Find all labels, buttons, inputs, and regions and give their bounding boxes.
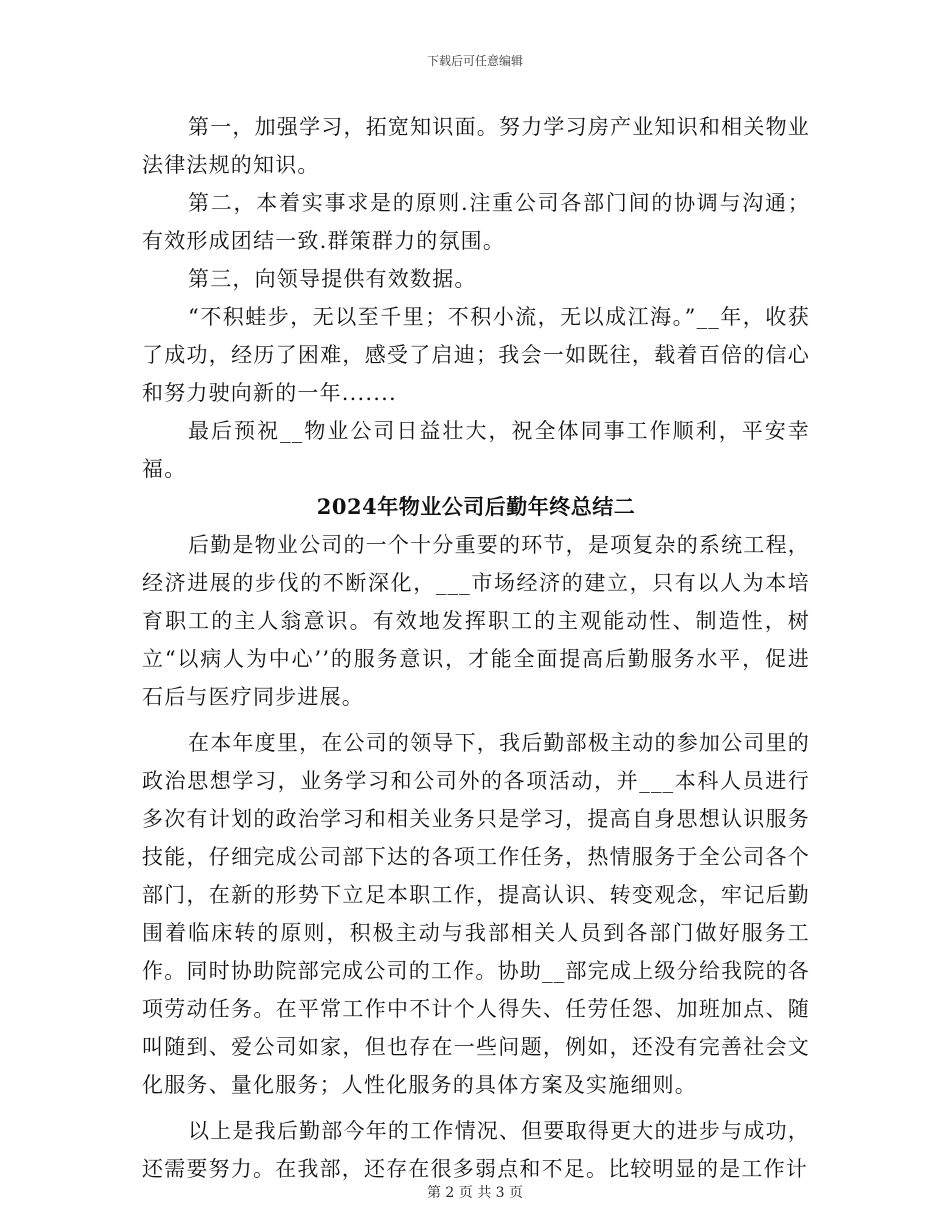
paragraph: 第二，本着实事求是的原则.注重公司各部门间的协调与沟通；有效形成团结一致.群策群力的氛围。 (142, 191, 810, 253)
paragraph: 最后预祝__物业公司日益壮大，祝全体同事工作顺利，平安幸福。 (142, 419, 810, 481)
section-title: 2024年物业公司后勤年终总结二 (316, 494, 636, 519)
paragraph: 以上是我后勤部今年的工作情况、但要取得更大的进步与成功，还需要努力。在我部，还存在很多弱点和不足。比较明显的是工作计 (142, 1119, 810, 1181)
paragraph: 第一，加强学习，拓宽知识面。努力学习房产业知识和相关物业法律法规的知识。 (142, 115, 810, 177)
paragraph: 在本年度里，在公司的领导下，我后勤部极主动的参加公司里的政治思想学习，业务学习和公司外的各项活动，并___本科人员进行多次有计划的政治学习和相关业务只是学习，提高自身思想认识服务技能，仔细完成公司部下达的各项工作任务，热情服务于全公司各个部门，在新的形势下立足本职工作，提高认识、转变观念，牢记后勤围着临床转的原则，积极主动与我部相关人员到各部门做好服务工作。同时协助院部完成公司的工作。协助__部完成上级分给我院的各项劳动任务。在平常工作中不计个人得失、任劳任怨、加班加点、随叫随到、爱公司如家，但也存在一些问题，例如，还没有完善社会文化服务、量化服务；人性化服务的具体方案及实施细则。 (142, 731, 810, 1097)
paragraph: 后勤是物业公司的一个十分重要的环节，是项复杂的系统工程，经济进展的步伐的不断深化，___市场经济的建立，只有以人为本培育职工的主人翁意识。有效地发挥职工的主观能动性、制造性，树立“以病人为中心’’的服务意识，才能全面提高后勤服务水平，促进石后与医疗同步进展。 (142, 533, 810, 709)
page-number: 第 2 页 共 3 页 (426, 1185, 524, 1201)
document-body (142, 108, 810, 1188)
paragraph: 第三，向领导提供有效数据。 (188, 267, 477, 291)
page-header-note: 下载后可任意编辑 (426, 54, 523, 68)
paragraph: “不积蛙步，无以至千里；不积小流，无以成江海。”__年，收获了成功，经历了困难，感受了启迪；我会一如既往，载着百倍的信心和努力驶向新的一年....... (142, 305, 810, 405)
